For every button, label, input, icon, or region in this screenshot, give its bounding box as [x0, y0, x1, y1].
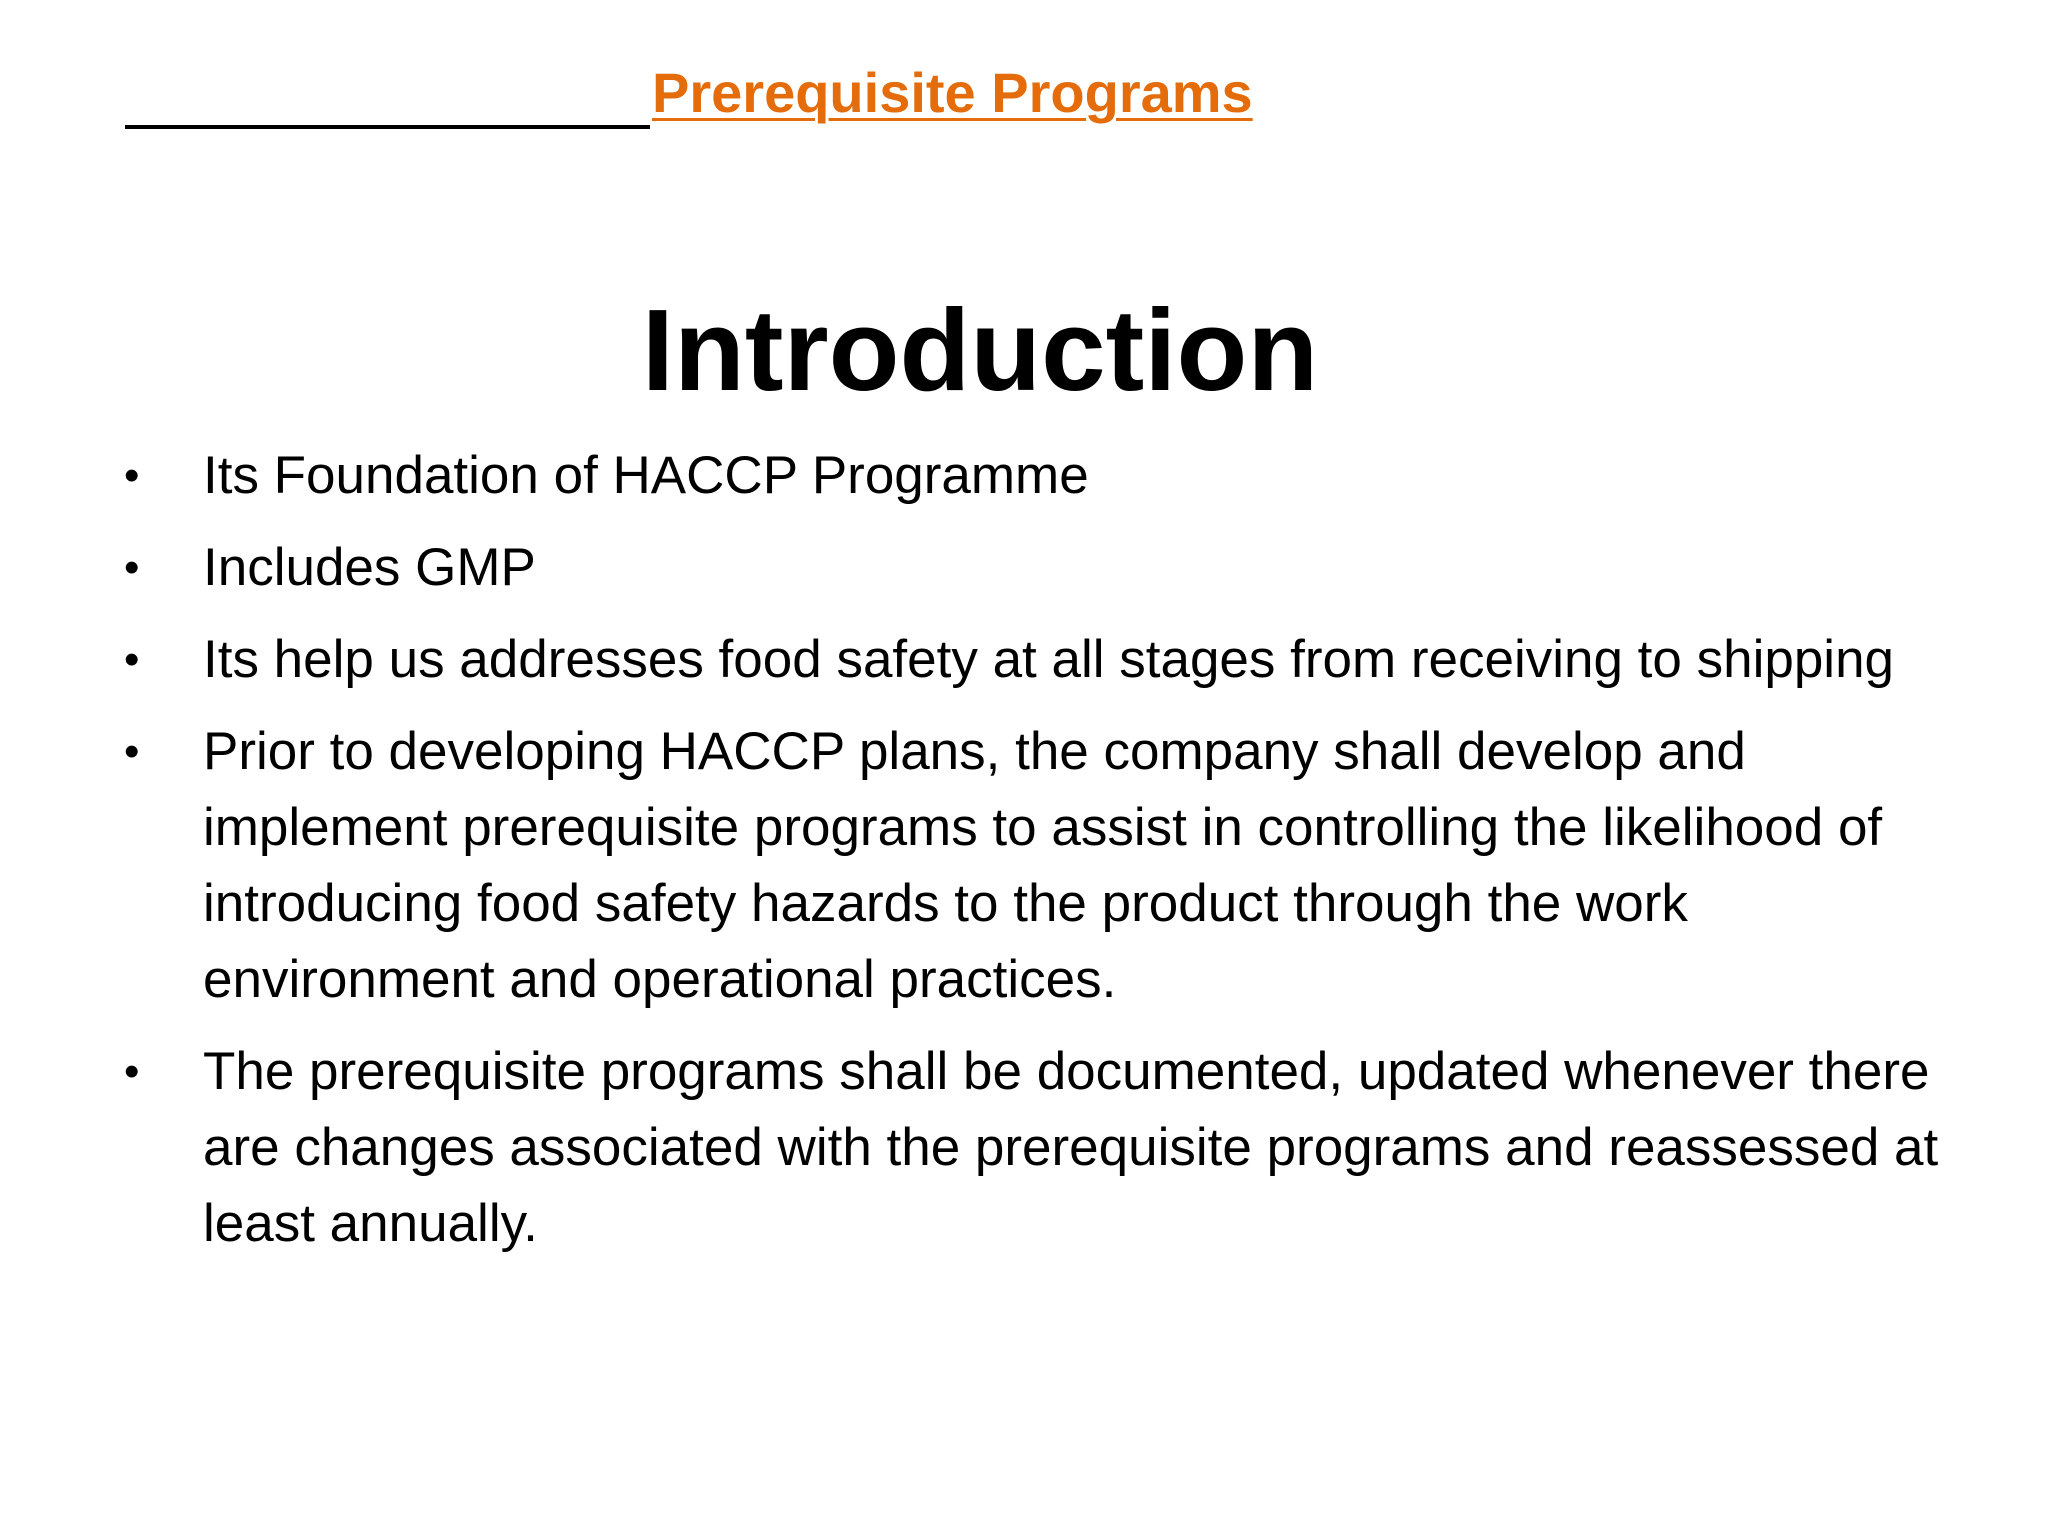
bullet-icon: •	[124, 543, 140, 592]
bullet-icon: •	[124, 727, 140, 776]
bullet-list	[0, 438, 2000, 1278]
bullet-item	[0, 1034, 1993, 1262]
bullet-icon: •	[124, 635, 140, 684]
header-title: Prerequisite Programs	[652, 61, 1253, 124]
bullet-item	[0, 622, 1993, 698]
bullet-text: Includes GMP	[203, 538, 536, 597]
bullet-icon: •	[124, 1047, 140, 1096]
header-rule	[125, 125, 650, 129]
bullet-item	[0, 530, 1993, 606]
bullet-text: Its help us addresses food safety at all stages from receiving to shipping	[203, 630, 1895, 689]
bullet-text: Prior to developing HACCP plans, the company shall develop and implement prerequisite programs to assist in controlling the likelihood of introducing food safety hazards to the product through the work environment and operational practices.	[203, 722, 1883, 1009]
bullet-item	[0, 714, 1993, 1018]
bullet-item	[0, 438, 1993, 514]
slide-title: Introduction	[641, 285, 1319, 415]
bullet-icon: •	[124, 451, 140, 500]
bullet-text: The prerequisite programs shall be documented, updated whenever there are changes associated with the prerequisite programs and reassessed at least annually.	[203, 1042, 1939, 1253]
bullet-text: Its Foundation of HACCP Programme	[203, 446, 1089, 505]
